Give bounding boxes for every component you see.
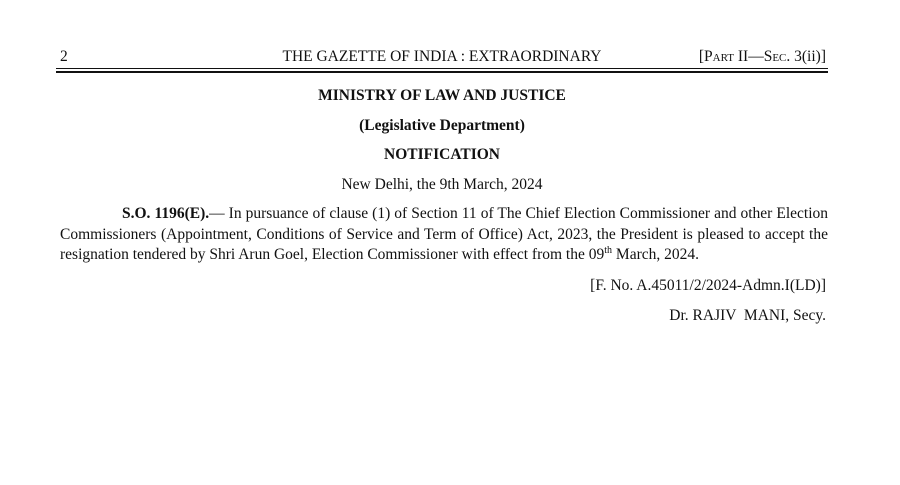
header-rule-thick — [56, 71, 828, 73]
header-rule-thin — [56, 68, 828, 69]
signatory: Dr. RAJIV MANI, Secy. — [669, 306, 826, 324]
part-separator: — — [748, 48, 764, 65]
gazette-page — [56, 46, 828, 326]
body-main-text: — In pursuance of clause (1) of Section 11 of The Chief Election Commissioner and other Election Commissioners (Appointment, Conditions of Service and Term of Office) Act, 2023, the President is pleased to accept the resignation tendered by Shri Arun Goel, Election Commissioner with effect from the 09 — [60, 205, 829, 263]
notification-body — [56, 204, 828, 266]
gazette-header — [56, 46, 828, 68]
ordinal-suffix: th — [604, 244, 613, 256]
body-end-text: March, 2024. — [612, 246, 699, 263]
notification-heading: NOTIFICATION — [384, 146, 500, 163]
ministry-name: MINISTRY OF LAW AND JUSTICE — [318, 87, 566, 104]
file-number: [F. No. A.45011/2/2024-Admn.I(LD)] — [590, 276, 826, 294]
section-label: Sec. — [763, 48, 791, 65]
department-name: (Legislative Department) — [359, 117, 525, 134]
page-number: 2 — [60, 48, 68, 65]
part-label: Part II — [704, 48, 749, 65]
gazette-title: THE GAZETTE OF INDIA : EXTRAORDINARY — [282, 48, 602, 65]
section-value: 3(ii)] — [790, 48, 826, 65]
part-open-bracket: [ — [698, 48, 705, 65]
part-section-label — [699, 46, 826, 68]
dateline: New Delhi, the 9th March, 2024 — [341, 176, 543, 193]
order-number: S.O. 1196(E). — [122, 205, 210, 222]
